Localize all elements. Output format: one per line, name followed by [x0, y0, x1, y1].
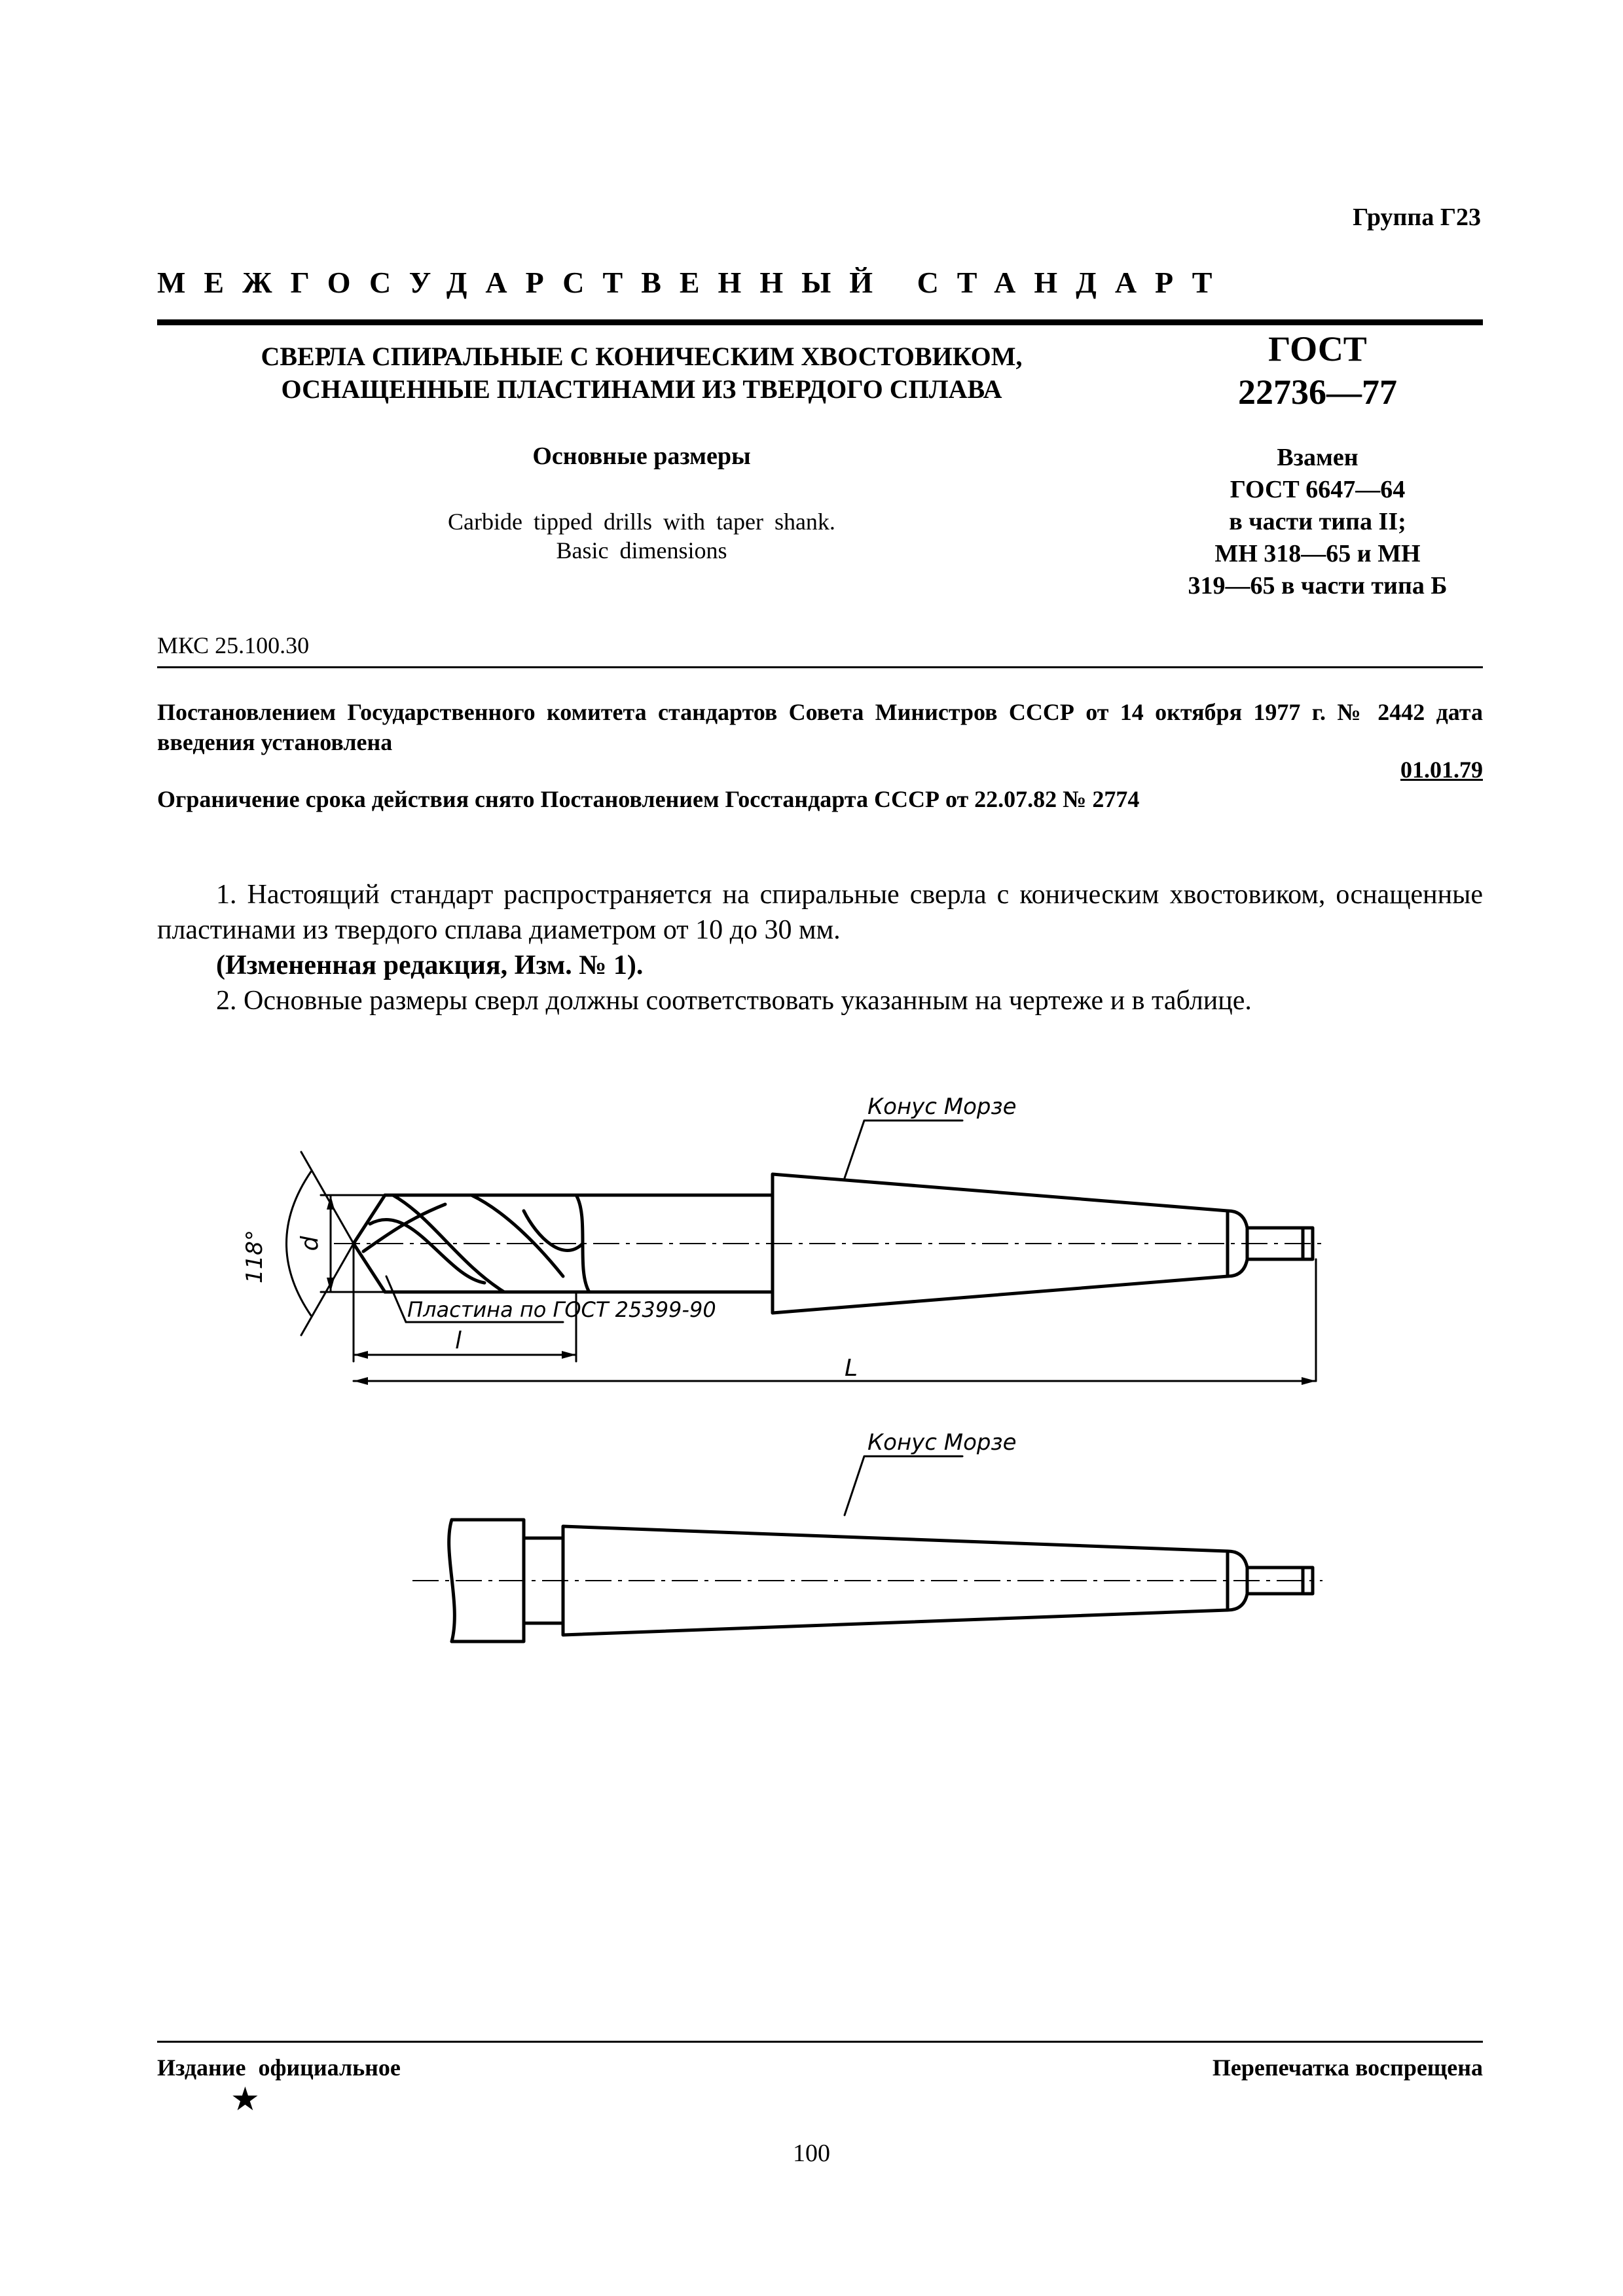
collar-break-2: [449, 1520, 455, 1641]
edition-label: Издание официальное: [157, 2054, 401, 2081]
length-small-label: l: [454, 1327, 462, 1354]
replaces-line: 319—65 в части типа Б: [1188, 572, 1448, 600]
mks-rule: [157, 666, 1483, 668]
replaces-line: Взамен: [1277, 444, 1359, 471]
drill-drawing: [196, 1080, 1440, 1702]
reprint-notice: Перепечатка воспрещена: [1212, 2054, 1483, 2081]
arrow: [354, 1351, 368, 1359]
drill-flute: [370, 1219, 484, 1283]
page-number: 100: [793, 2140, 830, 2167]
footer-rule: [157, 2041, 1483, 2043]
document-title: [157, 340, 1126, 406]
paragraph-1: 1. Настоящий стандарт распространяется на спиральные сверла с коническим хвостовиком, оснащенные пластинами из твердого сплава диаметром от 10 до 30 мм.: [157, 880, 1483, 945]
drill-flute: [471, 1195, 563, 1276]
length-total-label: L: [844, 1355, 858, 1382]
body-text: [157, 877, 1483, 1018]
paragraph-1-note: (Измененная редакция, Изм. № 1).: [216, 950, 644, 980]
english-line-2: Basic dimensions: [556, 537, 727, 564]
title-line-1: СВЕРЛА СПИРАЛЬНЫЕ С КОНИЧЕСКИМ ХВОСТОВИКОМ,: [261, 342, 1023, 371]
star-icon: ★: [230, 2081, 260, 2117]
mks-code: МКС 25.100.30: [157, 632, 310, 658]
angle-label: 118°: [242, 1230, 268, 1283]
group-code: Группа Г23: [1353, 204, 1481, 231]
arrow: [354, 1377, 368, 1385]
replaces-line: в части типа II;: [1229, 508, 1406, 535]
subtitle: Основные размеры: [532, 442, 751, 470]
gost-block: [1152, 327, 1483, 414]
arrow: [1302, 1377, 1316, 1385]
arrow: [562, 1351, 576, 1359]
header-rule: [157, 319, 1483, 325]
cone-label-1: Конус Морзе: [867, 1094, 1017, 1120]
plate-label: Пластина по ГОСТ 25399-90: [407, 1297, 716, 1322]
drill-flute: [524, 1211, 583, 1250]
cone-label-2: Конус Морзе: [867, 1429, 1017, 1456]
standard-type: МЕЖГОСУДАРСТВЕННЫЙ СТАНДАРТ: [157, 266, 1231, 299]
paragraph-2: 2. Основные размеры сверл должны соответствовать указанным на чертеже и в таблице.: [216, 986, 1252, 1016]
gost-label: ГОСТ: [1268, 329, 1367, 368]
limit-text: Ограничение срока действия снято Постановлением Госстандарта СССР от 22.07.82 № 2774: [157, 786, 1140, 812]
diameter-label: d: [297, 1236, 323, 1251]
title-line-2: ОСНАЩЕННЫЕ ПЛАСТИНАМИ ИЗ ТВЕРДОГО СПЛАВА: [281, 374, 1002, 404]
cone-leader-2: [845, 1456, 962, 1515]
decree-date: 01.01.79: [1400, 757, 1483, 783]
decree-text: Постановлением Государственного комитета стандартов Совета Министров СССР от 14 октября 1977 г. № 2442 дата введения установлена: [157, 699, 1483, 755]
english-title: [157, 507, 1126, 565]
english-line-1: Carbide tipped drills with taper shank.: [448, 509, 835, 535]
gost-number: 22736—77: [1238, 372, 1397, 412]
replaces-line: ГОСТ 6647—64: [1230, 476, 1406, 503]
replaces-line: МН 318—65 и МН: [1214, 540, 1421, 567]
cone-leader-1: [845, 1121, 962, 1178]
replaces-block: [1152, 442, 1483, 602]
